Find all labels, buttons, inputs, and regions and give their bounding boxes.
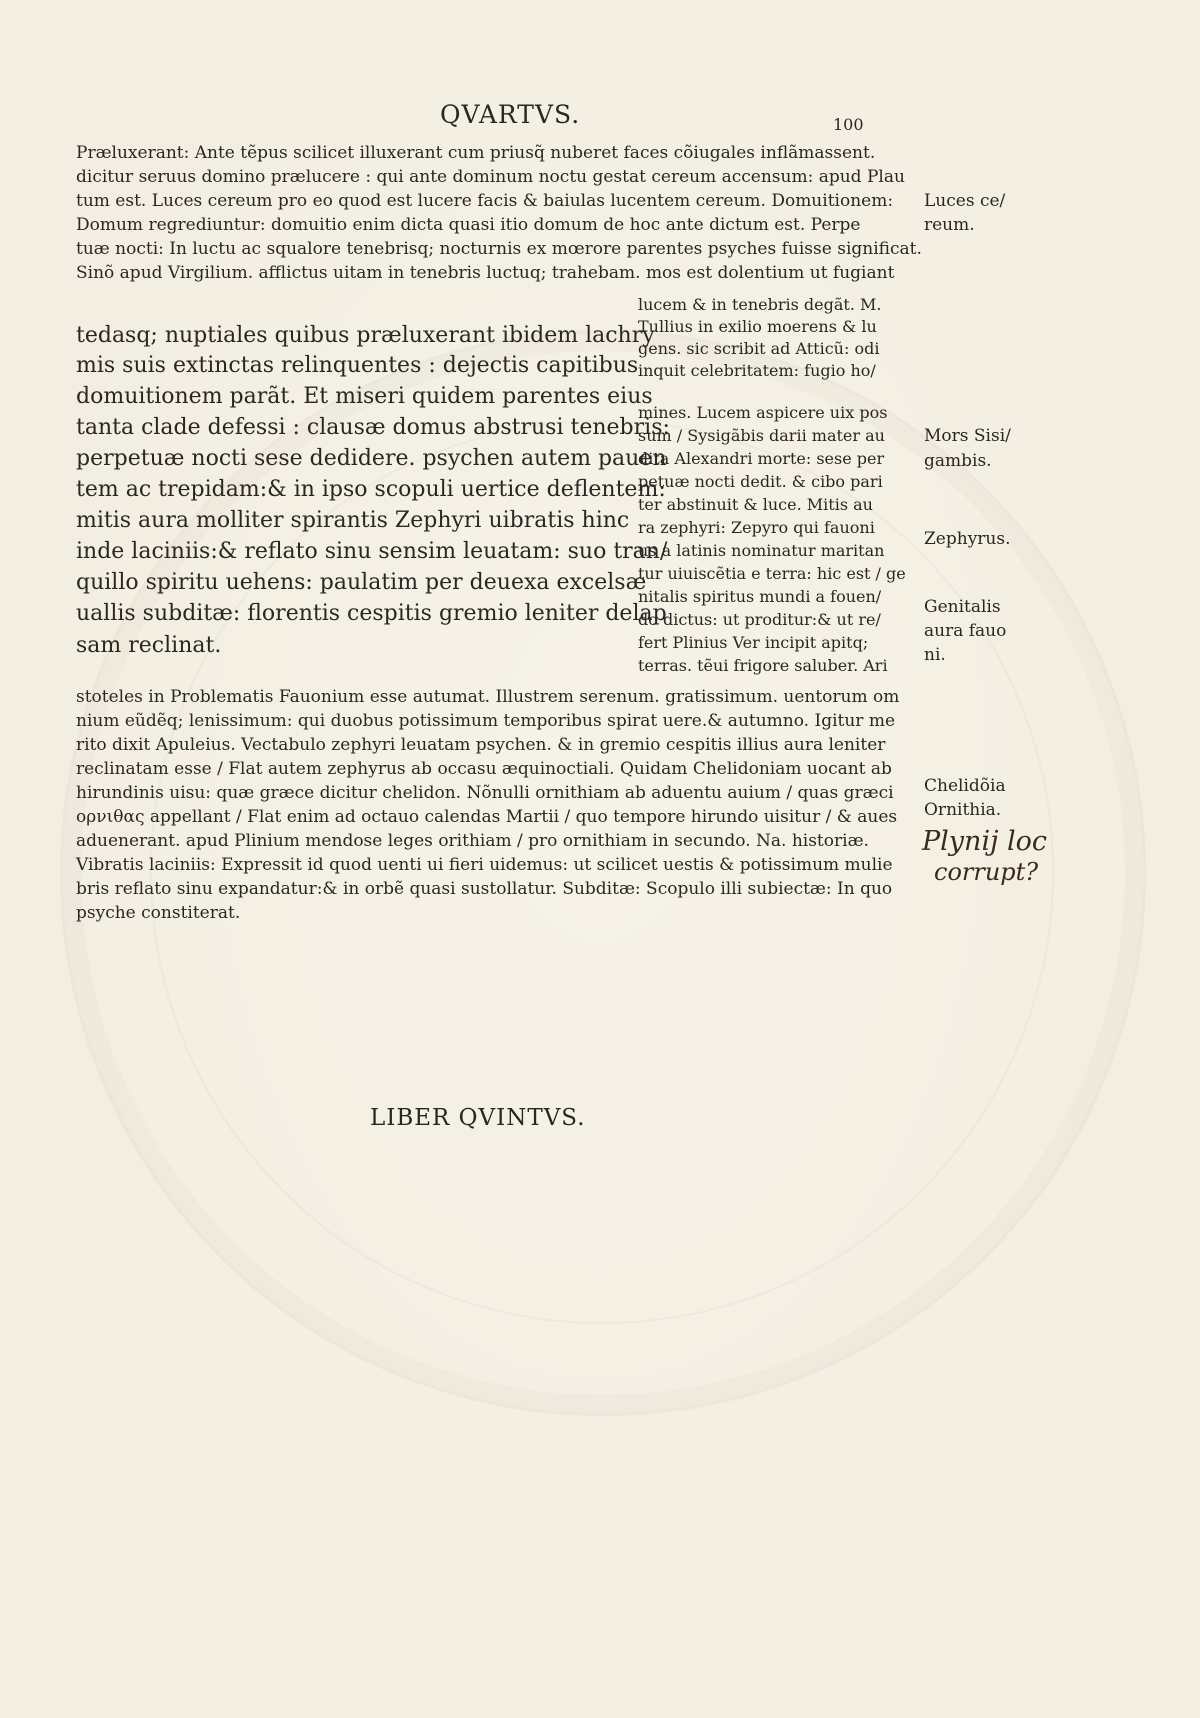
text-line: mines. Lucem aspicere uix pos [638, 403, 888, 422]
text-line: lucem & in tenebris degãt. M. [638, 295, 882, 314]
text-line: aduenerant. apud Plinium mendose leges orithiam / pro ornithiam in secundo. Na. historiæ. [76, 831, 869, 851]
text-line: terras. tẽui frigore saluber. Ari [638, 656, 888, 675]
marginal-note: Luces ce/ [924, 191, 1006, 211]
text-line: us a latinis nominatur maritan [638, 541, 885, 560]
text-line: mis suis extinctas relinquentes : dejectis capitibus [76, 353, 639, 378]
text-line: Vibratis laciniis: Expressit id quod uenti ui fieri uidemus: ut scilicet uestis & potissimum mulie [76, 855, 893, 875]
text-line: hirundinis uisu: quæ græce dicitur chelidon. Nõnulli ornithiam ab aduentu auium / quas græci [76, 783, 894, 803]
text-line: tem ac trepidam:& in ipso scopuli uertice deflentem: [76, 477, 666, 502]
text-line: ορνιθας appellant / Flat enim ad octauo calendas Martii / quo tempore hirundo uisitur / & aues [76, 807, 898, 827]
marginal-note: gambis. [924, 451, 992, 471]
text-line: inde laciniis:& reflato sinu sensim leuatam: suo tran/ [76, 539, 668, 564]
text-line: stoteles in Problematis Fauonium esse autumat. Illustrem serenum. gratissimum. uentorum om [76, 687, 900, 707]
text-line: mitis aura molliter spirantis Zephyri uibratis hinc [76, 508, 630, 533]
text-line: domuitionem parãt. Et miseri quidem parentes eius [76, 384, 653, 409]
running-title: QVARTVS. [440, 100, 581, 129]
text-line: gens. sic scribit ad Atticũ: odi [638, 339, 880, 358]
text-line: tuæ nocti: In luctu ac squalore tenebrisq; nocturnis ex mœrore parentes psyches fuisse significat. [76, 239, 922, 259]
text-line: sam reclinat. [76, 633, 222, 658]
text-line: quillo spiritu uehens: paulatim per deuexa excelsæ [76, 570, 647, 595]
text-line: bris reflato sinu expandatur:& in orbẽ quasi sustollatur. Subditæ: Scopulo illi subiectæ: In quo [76, 879, 893, 899]
text-line: tanta clade defessi : clausæ domus abstrusi tenebris: [76, 415, 670, 440]
marginal-note: Ornithia. [924, 800, 1002, 820]
text-line: rito dixit Apuleius. Vectabulo zephyri leuatam psychen. & in gremio cespitis illius aura leniter [76, 735, 886, 755]
text-line: perpetuæ nocti sese dedidere. psychen autem pauen [76, 446, 667, 471]
text-line: nitalis spiritus mundi a fouen/ [638, 587, 882, 606]
text-line: petuæ nocti dedit. & cibo pari [638, 472, 883, 491]
marginal-note: Chelidõia [924, 776, 1006, 796]
text-line: dita Alexandri morte: sese per [638, 449, 885, 468]
text-line: nium eũdẽq; lenissimum: qui duobus potissimum temporibus spirat uere.& autumno. Igitur me [76, 711, 896, 731]
text-line: do dictus: ut proditur:& ut re/ [638, 610, 881, 629]
text-line: Sinõ apud Virgilium. afflictus uitam in tenebris luctuq; trahebam. mos est dolentium ut fugiant [76, 263, 895, 283]
text-line: tur uiuiscẽtia e terra: hic est / ge [638, 564, 906, 583]
text-line: dicitur seruus domino prælucere : qui ante dominum noctu gestat cereum accensum: apud Plau [76, 167, 905, 187]
text-line: Tullius in exilio moerens & lu [638, 317, 877, 336]
handwritten-note: corrupt? [934, 858, 1039, 886]
text-line: tum est. Luces cereum pro eo quod est lucere facis & baiulas lucentem cereum. Domuitionem: [76, 191, 894, 211]
text-line: ra zephyri: Zepyro qui fauoni [638, 518, 875, 537]
marginal-note: Genitalis [924, 597, 1001, 617]
marginal-note: reum. [924, 215, 975, 235]
marginal-note: ni. [924, 645, 946, 665]
text-line: ter abstinuit & luce. Mitis au [638, 495, 873, 514]
book-heading: LIBER QVINTVS. [370, 1105, 586, 1131]
text-line: uallis subditæ: florentis cespitis gremio leniter delap [76, 601, 667, 626]
text-line: Præluxerant: Ante tẽpus scilicet illuxerant cum priusq̃ nuberet faces cõiugales inflãmassent. [76, 143, 876, 163]
text-line: Domum regrediuntur: domuitio enim dicta quasi itio domum de hoc ante dictum est. Perpe [76, 215, 861, 235]
text-line: inquit celebritatem: fugio ho/ [638, 361, 876, 380]
marginal-note: Zephyrus. [924, 529, 1011, 549]
handwritten-note: Plynij loc [922, 826, 1048, 857]
marginal-note: aura fauo [924, 621, 1007, 641]
text-line: reclinatam esse / Flat autem zephyrus ab occasu æquinoctiali. Quidam Chelidoniam uocant ab [76, 759, 892, 779]
text-line: psyche constiterat. [76, 903, 241, 923]
text-line: tedasq; nuptiales quibus præluxerant ibidem lachry [76, 323, 655, 348]
page-number: 100 [833, 115, 864, 134]
text-line: fert Plinius Ver incipit apitq; [638, 633, 869, 652]
marginal-note: Mors Sisi/ [924, 426, 1011, 446]
text-line: sum / Sysigãbis darii mater au [638, 426, 885, 445]
